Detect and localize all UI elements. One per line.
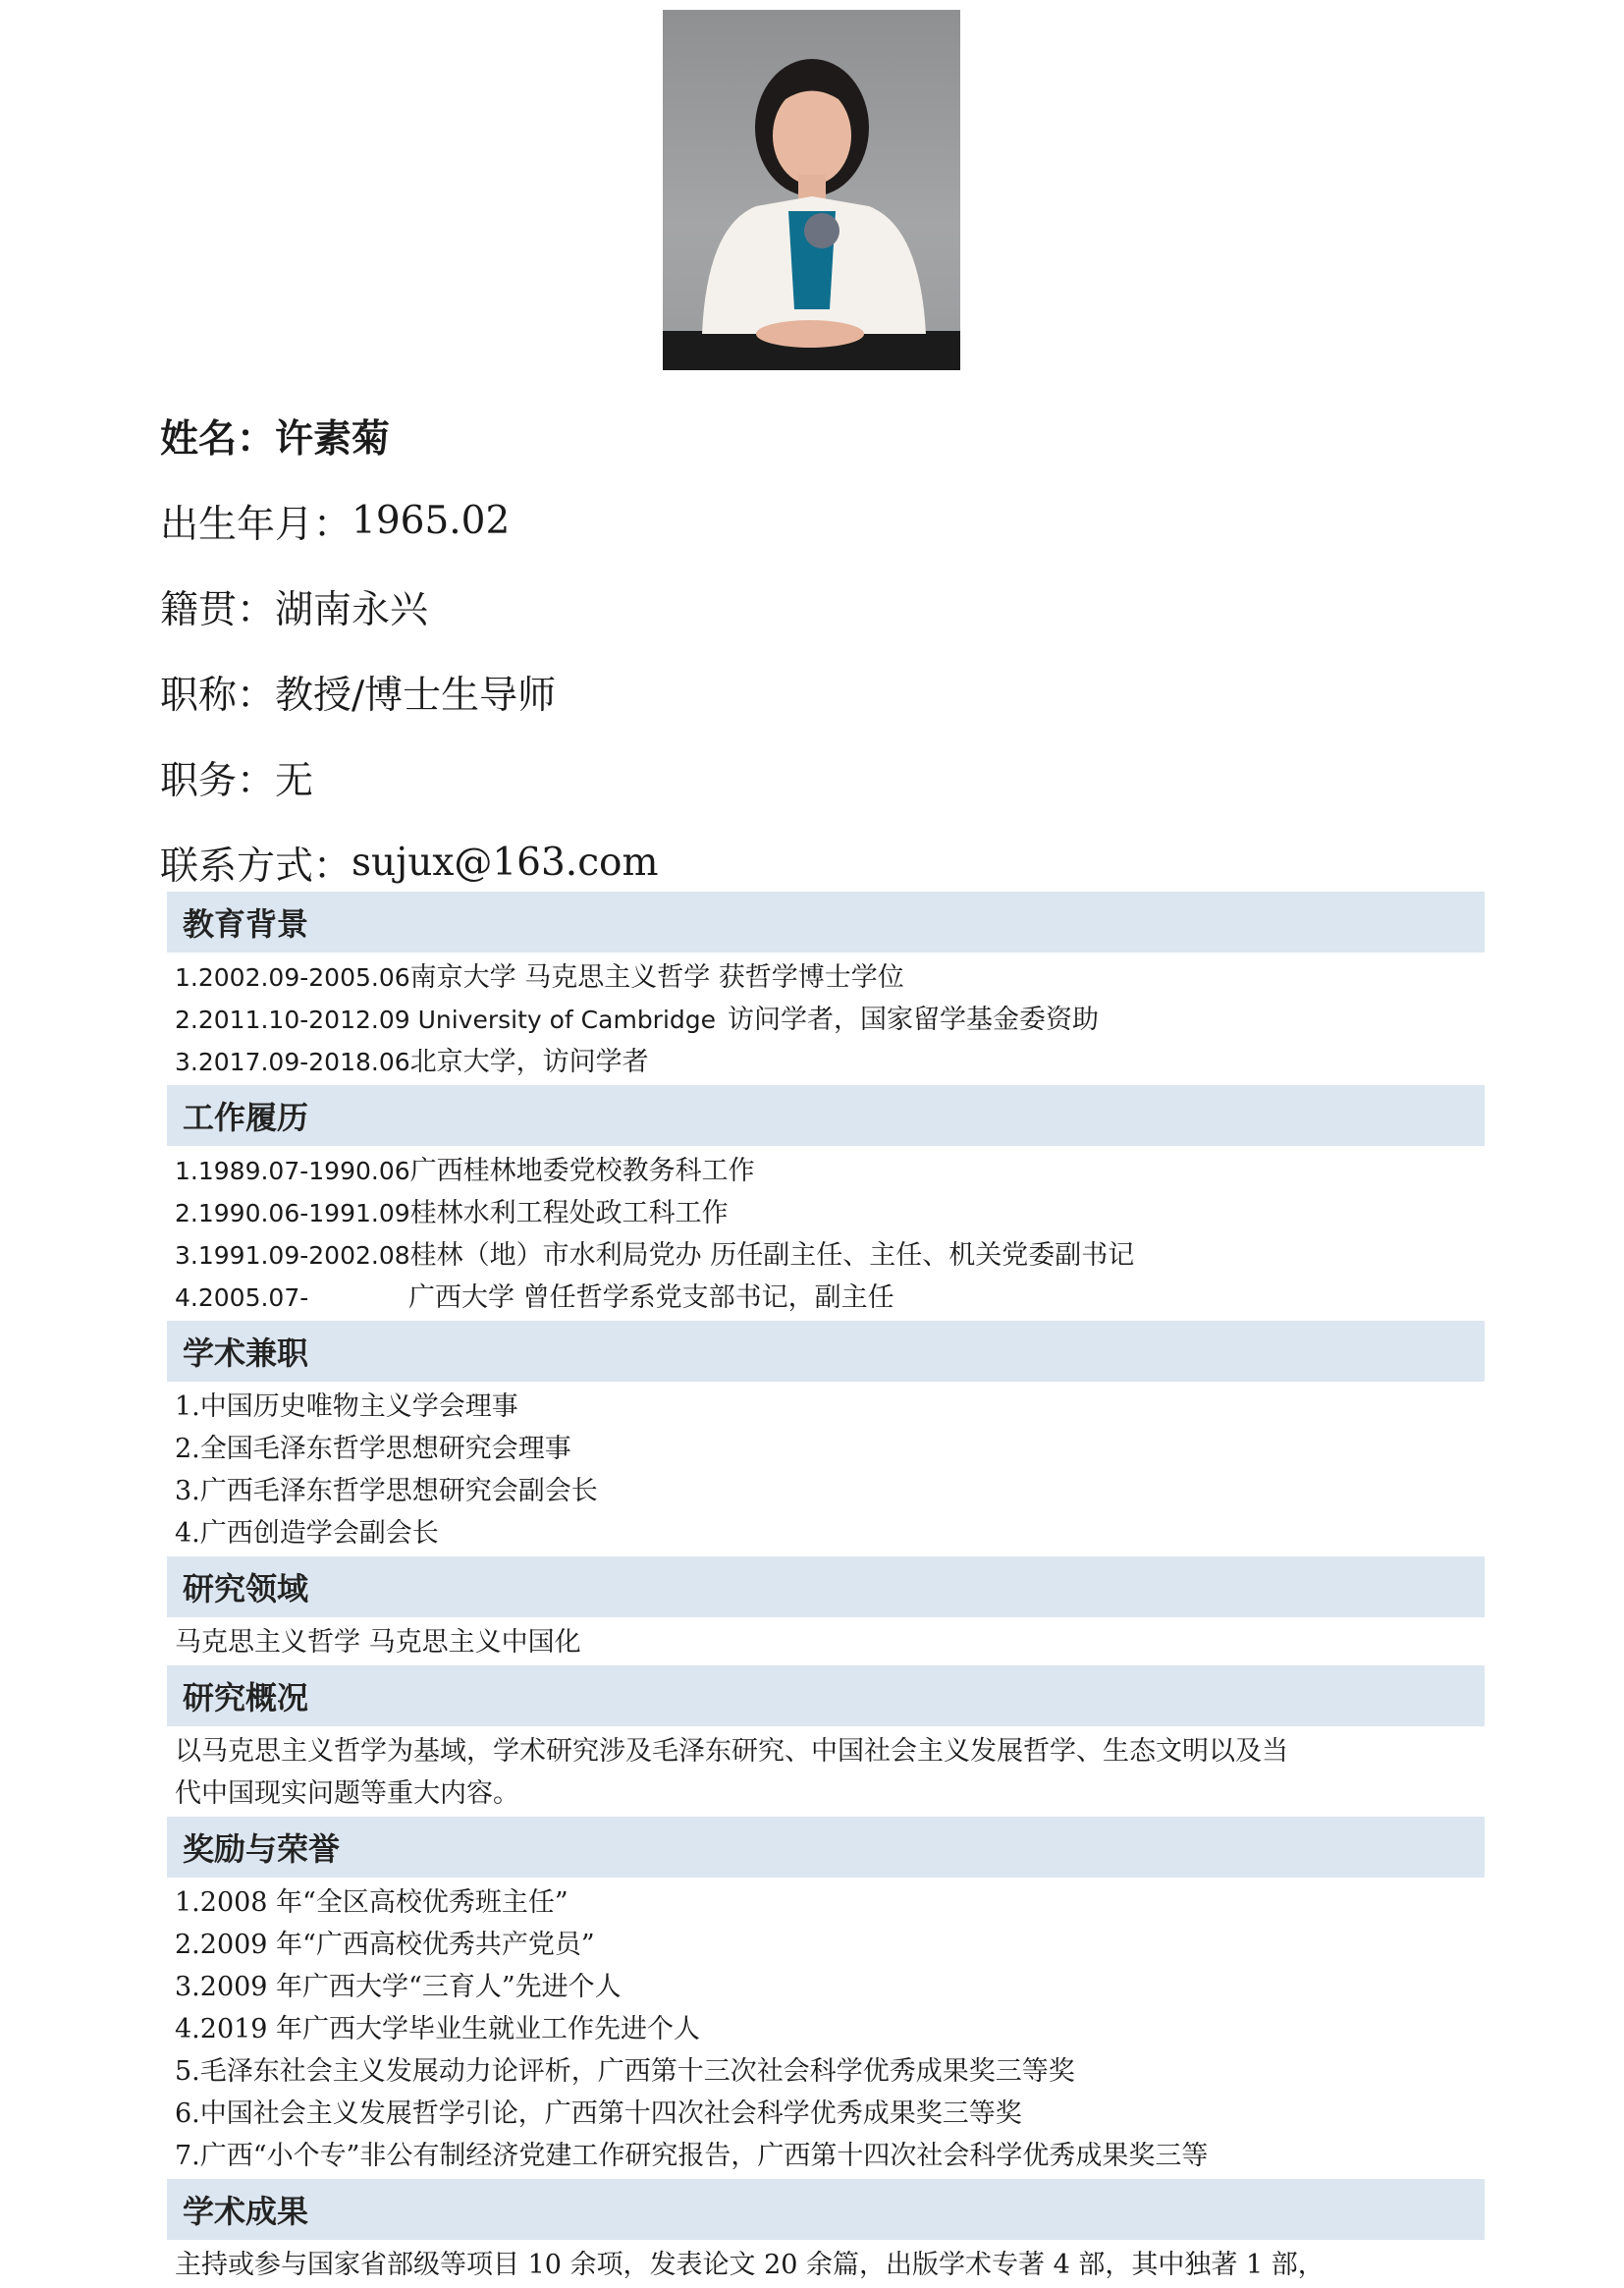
list-item: 2.2009 年“广西高校优秀共产党员” (175, 1930, 595, 1960)
research-overview-heading: 研究概况 (167, 1665, 1485, 1726)
list-item (175, 956, 1485, 999)
research-field-body (167, 1617, 1485, 1665)
origin-value: 湖南永兴 (275, 587, 429, 632)
title-row (160, 649, 659, 735)
list-item: 7.广西“小个专”非公有制经济党建工作研究报告，广西第十四次社会科学优秀成果奖三等 (175, 2141, 1209, 2171)
origin-row (160, 564, 659, 649)
list-item (175, 1192, 1485, 1234)
list-item: 3.2009 年广西大学“三育人”先进个人 (175, 1972, 622, 2002)
list-item (175, 1277, 1485, 1319)
item-date: 2.2011.10-2012.09 University of Cambridge (175, 1006, 717, 1034)
name-row (160, 393, 659, 478)
education-list (167, 953, 1485, 1085)
name-value: 许素菊 (275, 416, 391, 462)
birth-row (160, 478, 659, 564)
resume-sections (167, 892, 1485, 2288)
title-value: 教授/博士生导师 (275, 673, 557, 718)
list-item (175, 999, 1485, 1041)
item-text: 南京大学 马克思主义哲学 获哲学博士学位 (409, 962, 904, 993)
profile-photo (663, 10, 960, 370)
item-date: 1.2002.09-2005.06 (175, 963, 410, 992)
title-label: 职称： (160, 673, 276, 718)
item-text: 桂林水利工程处政工科工作 (409, 1198, 729, 1228)
achievements-text: 主持或参与国家省部级等项目 10 余项，发表论文 20 余篇，出版学术专著 4 部，其中独著 1 部， (175, 2250, 1325, 2280)
contact-email: sujux@163.com (352, 841, 659, 885)
list-item: 1.中国历史唯物主义学会理事 (175, 1391, 518, 1422)
contact-label: 联系方式： (160, 844, 352, 889)
birth-value: 1965.02 (352, 499, 511, 543)
list-item: 4.广西创造学会副会长 (175, 1518, 439, 1549)
awards-heading: 奖励与荣誉 (167, 1817, 1485, 1878)
list-item: 4.2019 年广西大学毕业生就业工作先进个人 (175, 2014, 701, 2044)
position-value: 无 (275, 758, 314, 803)
name-label: 姓名： (160, 416, 276, 462)
achievements-body (167, 2240, 1485, 2288)
item-text: 广西桂林地委党校教务科工作 (409, 1156, 755, 1186)
item-date: 4.2005.07- (175, 1283, 309, 1312)
position-row (160, 735, 659, 820)
awards-list (167, 1878, 1485, 2179)
item-text: 北京大学，访问学者 (409, 1047, 649, 1077)
work-heading: 工作履历 (167, 1085, 1485, 1146)
item-date: 3.1991.09-2002.08 (175, 1241, 410, 1270)
birth-label: 出生年月： (160, 502, 352, 547)
item-date: 2.1990.06-1991.09 (175, 1199, 410, 1227)
item-text: 访问学者，国家留学基金委资助 (728, 1005, 1100, 1035)
list-item (175, 1150, 1485, 1192)
list-item: 2.全国毛泽东哲学思想研究会理事 (175, 1434, 571, 1464)
list-item (175, 1041, 1485, 1083)
list-item: 1.2008 年“全区高校优秀班主任” (175, 1887, 568, 1918)
origin-label: 籍贯： (160, 587, 276, 632)
achievements-heading: 学术成果 (167, 2179, 1485, 2240)
research-overview-line: 代中国现实问题等重大内容。 (175, 1778, 519, 1809)
academic-posts-list (167, 1382, 1485, 1556)
academic-posts-heading: 学术兼职 (167, 1321, 1485, 1382)
list-item: 5.毛泽东社会主义发展动力论评析，广西第十三次社会科学优秀成果奖三等奖 (175, 2056, 1075, 2087)
item-date: 1.1989.07-1990.06 (175, 1157, 410, 1185)
work-list (167, 1146, 1485, 1321)
item-date: 3.2017.09-2018.06 (175, 1048, 410, 1076)
position-label: 职务： (160, 758, 276, 803)
item-text: 桂林（地）市水利局党办 历任副主任、主任、机关党委副书记 (409, 1240, 1135, 1271)
item-text: 广西大学 曾任哲学系党支部书记，副主任 (408, 1282, 894, 1313)
list-item: 3.广西毛泽东哲学思想研究会副会长 (175, 1476, 598, 1506)
research-overview-body (167, 1726, 1485, 1817)
research-field-heading: 研究领域 (167, 1556, 1485, 1617)
list-item (175, 1234, 1485, 1277)
research-field-text: 马克思主义哲学 马克思主义中国化 (175, 1627, 581, 1658)
profile-info (160, 393, 659, 905)
education-heading: 教育背景 (167, 892, 1485, 953)
list-item: 6.中国社会主义发展哲学引论，广西第十四次社会科学优秀成果奖三等奖 (175, 2098, 1022, 2129)
research-overview-line: 以马克思主义哲学为基域，学术研究涉及毛泽东研究、中国社会主义发展哲学、生态文明以及当 (175, 1736, 1288, 1767)
